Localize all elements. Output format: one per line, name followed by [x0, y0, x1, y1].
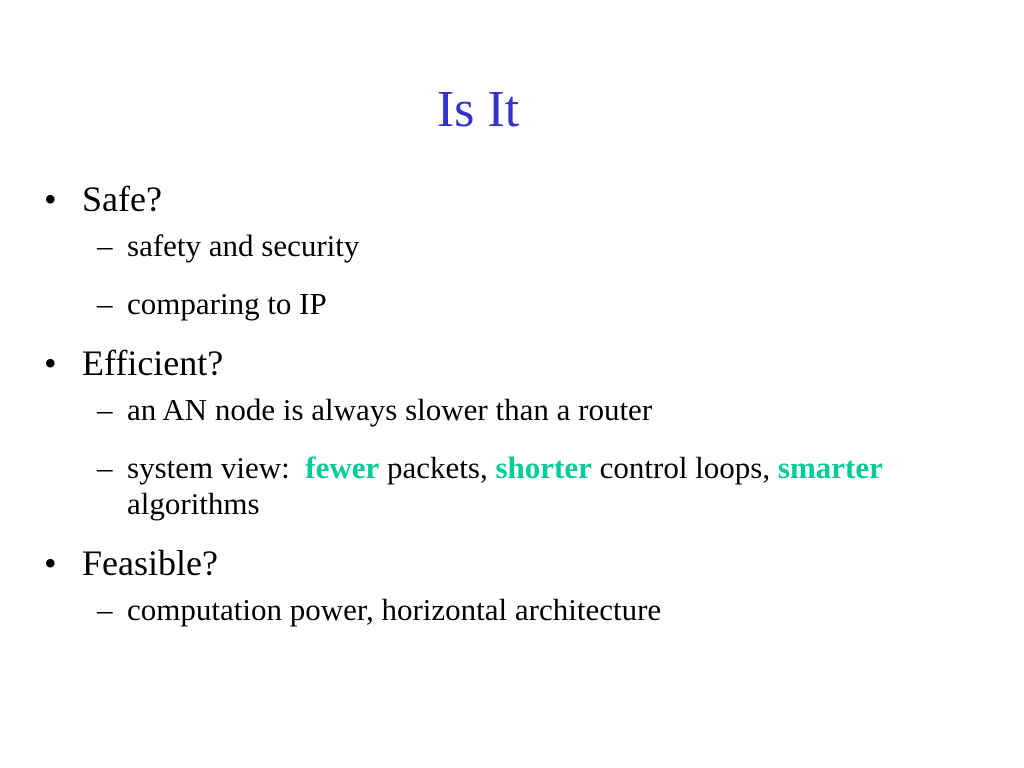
bullet-safe — [44, 170, 924, 228]
sub-item — [44, 392, 924, 428]
sub-item — [44, 286, 924, 322]
bullet-text: Safe? — [82, 179, 162, 219]
sub-marker: – — [97, 392, 113, 427]
sub-text: an AN node is always slower than a router — [127, 392, 653, 427]
sub-text-part: control loops, — [591, 450, 778, 485]
slide-title: Is It — [436, 81, 520, 138]
bullet-marker: • — [44, 179, 57, 219]
bullet-text: Feasible? — [82, 543, 218, 583]
sub-item — [44, 228, 924, 264]
sub-marker: – — [97, 592, 113, 627]
sub-marker: – — [97, 228, 113, 263]
highlight-smarter: smarter — [777, 450, 883, 485]
sub-text-part: system view: — [127, 450, 306, 485]
sub-text: computation power, horizontal architecture — [127, 592, 662, 627]
bullet-marker: • — [44, 543, 57, 583]
slide-content — [44, 170, 924, 650]
bullet-efficient — [44, 334, 924, 392]
bullet-text: Efficient? — [82, 343, 224, 383]
highlight-fewer: fewer — [305, 450, 380, 485]
highlight-shorter: shorter — [495, 450, 592, 485]
bullet-feasible — [44, 534, 924, 592]
sub-marker: – — [97, 450, 113, 485]
sub-text-part: packets, — [379, 450, 496, 485]
sub-text: safety and security — [127, 228, 360, 263]
sub-text: comparing to IP — [127, 286, 327, 321]
bullet-marker: • — [44, 343, 57, 383]
sub-item — [44, 592, 924, 628]
sub-marker: – — [97, 286, 113, 321]
sub-text-part: algorithms — [127, 450, 891, 521]
sub-item-system-view — [44, 450, 924, 522]
